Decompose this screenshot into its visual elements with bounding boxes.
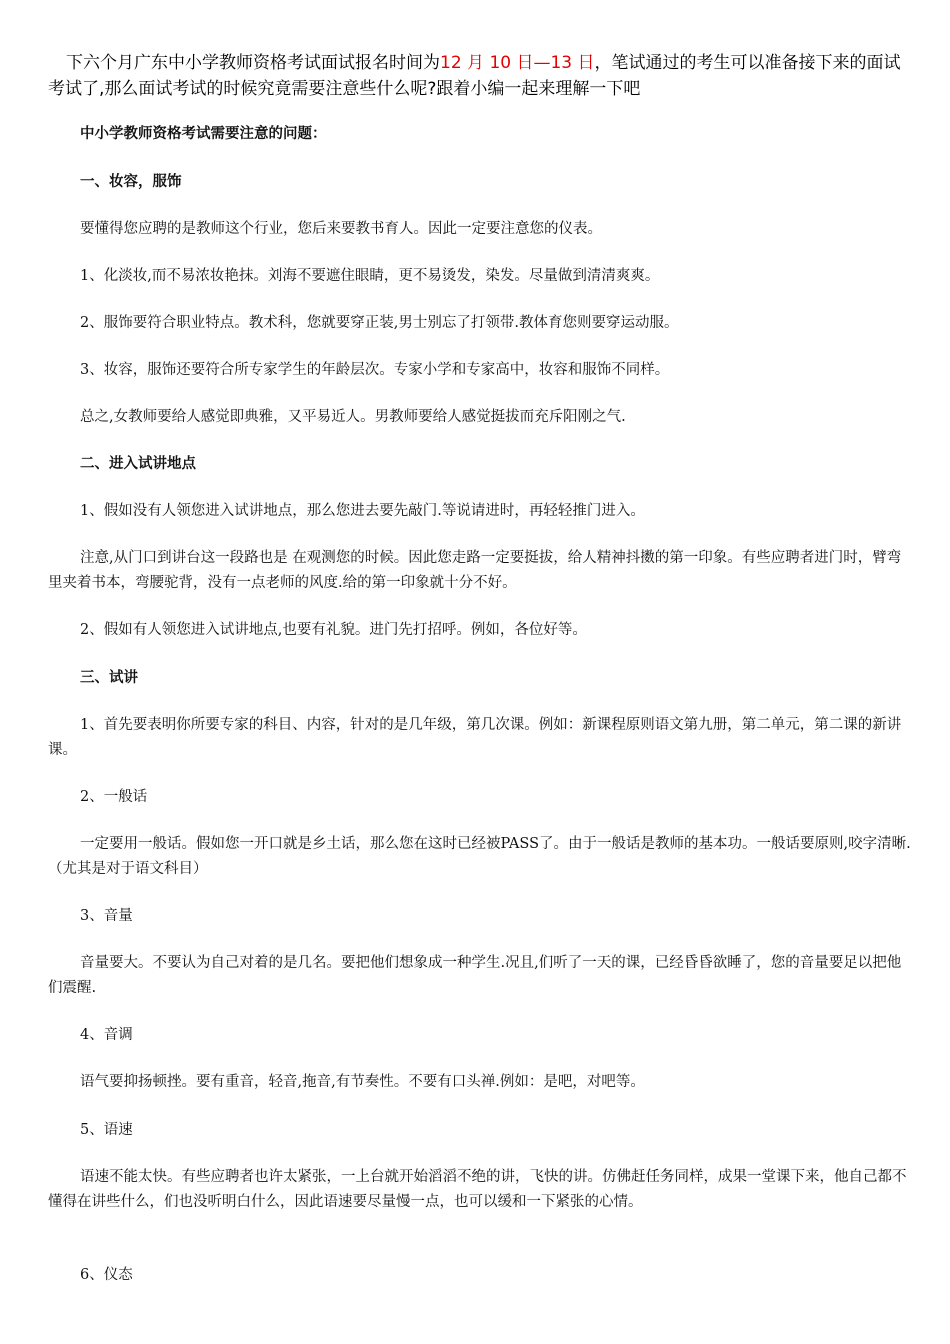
paragraph: 语气要抑扬顿挫。要有重音，轻音,拖音,有节奏性。不要有口头禅.例如：是吧，对吧等。 <box>80 1074 645 1090</box>
intro-text-end: ，笔试通过的考生可以准备接下来的面试考试了,那么面试考试的时候究竟需要注意些什么呢?跟着小编一起来理解一下吧 <box>48 53 901 99</box>
paragraph: 语速不能太快。有些应聘者也许太紧张，一上台就开始滔滔不绝的讲，飞快的讲。仿佛赶任务同样，成果一堂课下来，他自己都不懂得在讲些什么，们也没听明白什么，因此语速要尽量慢一点，也可以缓和一下紧张的心情。 <box>48 1169 907 1210</box>
paragraph: 1、首先要表明你所要专家的科目、内容，针对的是几年级，第几次课。例如：新课程原则语文第九册，第二单元，第二课的新讲课。 <box>48 717 902 758</box>
subheading: 6、仪态 <box>80 1267 133 1283</box>
paragraph: 1、化淡妆,而不易浓妆艳抹。刘海不要遮住眼睛，更不易烫发，染发。尽量做到清清爽爽。 <box>80 268 660 284</box>
subheading: 2、一般话 <box>80 789 148 805</box>
paragraph: 2、假如有人领您进入试讲地点,也要有礼貌。进门先打招呼。例如，各位好等。 <box>80 622 587 638</box>
heading-makeup-attire: 一、妆容，服饰 <box>80 174 182 190</box>
paragraph: 一定要用一般话。假如您一开口就是乡土话，那么您在这时已经被PASS了。由于一般话是教师的基本功。一般话要原则,咬字清晰.（尤其是对于语文科目） <box>48 836 911 877</box>
paragraph: 注意,从门口到讲台这一段路也是 在观测您的时候。因此您走路一定要挺拔，给人精神抖擞的第一印象。有些应聘者进门时，臂弯里夹着书本，弯腰驼背，没有一点老师的风度.给的第一印象就十分不好。 <box>48 550 902 591</box>
paragraph: 音量要大。不要认为自己对着的是几名。要把他们想象成一种学生.况且,们听了一天的课，已经昏昏欲睡了，您的音量要足以把他们震醒. <box>48 955 902 996</box>
registration-date-highlight: 12 月 10 日—13 日 <box>440 53 595 73</box>
heading-trial-lecture: 三、试讲 <box>80 670 138 686</box>
subheading: 4、音调 <box>80 1027 133 1043</box>
paragraph: 2、服饰要符合职业特点。教术科，您就要穿正装,男士别忘了打领带.教体育您则要穿运动服。 <box>80 315 679 331</box>
subheading: 5、语速 <box>80 1122 133 1138</box>
section-title: 中小学教师资格考试需要注意的问题： <box>80 126 327 142</box>
paragraph: 3、妆容，服饰还要符合所专家学生的年龄层次。专家小学和专家高中，妆容和服饰不同样。 <box>80 362 670 378</box>
intro-text-start: 下六个月广东中小学教师资格考试面试报名时间为 <box>66 53 440 73</box>
paragraph: 1、假如没有人领您进入试讲地点，那么您进去要先敲门.等说请进时，再轻轻推门进入。 <box>80 503 645 519</box>
subheading: 3、音量 <box>80 908 133 924</box>
paragraph: 总之,女教师要给人感觉即典雅，又平易近人。男教师要给人感觉挺拔而充斥阳刚之气. <box>80 409 626 425</box>
heading-enter-venue: 二、进入试讲地点 <box>80 456 196 472</box>
intro-paragraph <box>48 50 912 102</box>
paragraph: 要懂得您应聘的是教师这个行业，您后来要教书育人。因此一定要注意您的仪表。 <box>80 221 602 237</box>
